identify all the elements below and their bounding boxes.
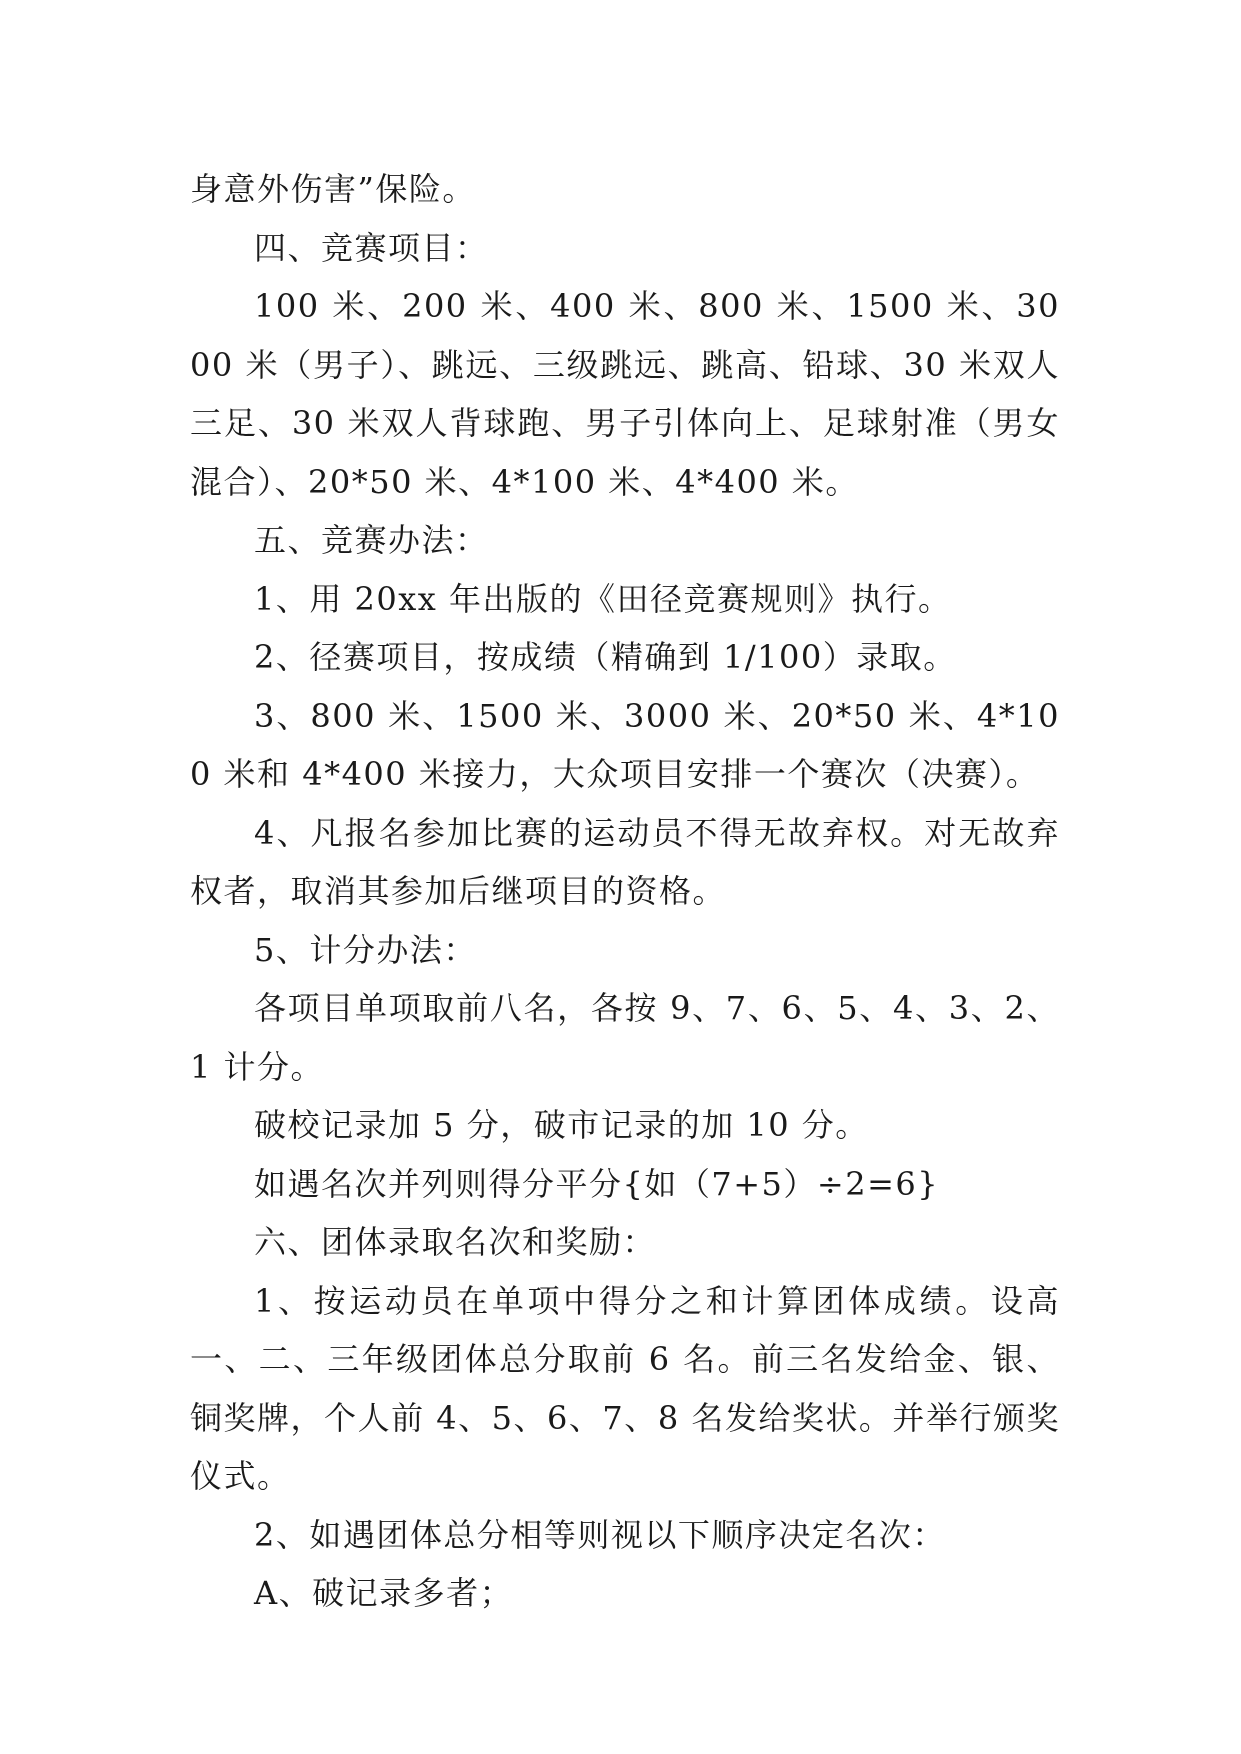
rule-item-2: 2、径赛项目，按成绩（精确到 1/100）录取。 [254,638,957,676]
heading-team-awards: 六、团体录取名次和奖励： [254,1223,657,1261]
document-body [190,160,1060,1623]
heading-competition-events: 四、竞赛项目： [254,228,489,267]
paragraph-event-list: 100 米、200 米、400 米、800 米、1500 米、3000 米（男子）、跳远、三级跳远、跳高、铅球、30 米双人三足、30 米双人背球跑、男子引体向上、足球射准（男女混合）、20*50 米、4*100 米、4*400 米。 [190,287,1060,501]
award-tiebreak-a: A、破记录多者； [254,1574,514,1612]
rule-item-4: 4、凡报名参加比赛的运动员不得无故弃权。对无故弃权者，取消其参加后继项目的资格。 [190,813,1060,910]
award-item-1: 1、按运动员在单项中得分之和计算团体成绩。设高一、二、三年级团体总分取前 6 名。前三名发给金、银、铜奖牌，个人前 4、5、6、7、8 名发给奖状。并举行颁奖仪式。 [190,1281,1060,1495]
scoring-tie-rule: 如遇名次并列则得分平分{如（7+5）÷2=6} [254,1164,940,1203]
scoring-record-bonus: 破校记录加 5 分，破市记录的加 10 分。 [254,1106,869,1144]
paragraph-insurance-tail: 身意外伤害”保险。 [190,170,476,208]
award-item-2: 2、如遇团体总分相等则视以下顺序决定名次： [254,1515,946,1554]
scoring-points: 各项目单项取前八名，各按 9、7、6、5、4、3、2、1 计分。 [190,989,1060,1086]
heading-competition-rules: 五、竞赛办法： [254,521,489,559]
rule-item-5-scoring: 5、计分办法： [254,930,477,969]
rule-item-1: 1、用 20xx 年出版的《田径竞赛规则》执行。 [254,579,952,618]
rule-item-3: 3、800 米、1500 米、3000 米、20*50 米、4*100 米和 4*400 米接力，大众项目安排一个赛次（决赛）。 [190,696,1060,793]
